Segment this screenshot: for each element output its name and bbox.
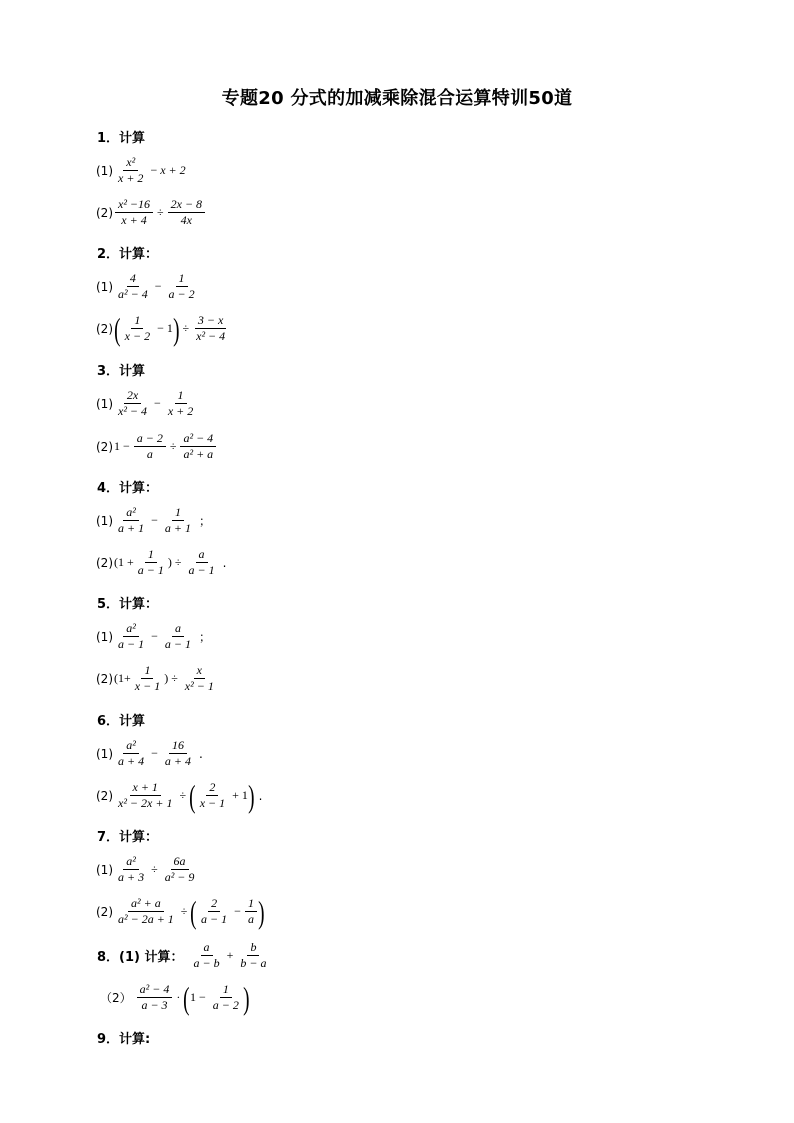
fraction — [168, 197, 205, 228]
numerator: 4 — [127, 271, 139, 287]
denominator: a − 1 — [201, 912, 228, 926]
expression-term: 1 — [166, 321, 173, 335]
expression-term: ) — [167, 555, 172, 569]
punctuation: . — [199, 746, 203, 761]
question-2-part-2 — [96, 310, 229, 347]
fraction — [115, 738, 147, 769]
fraction — [237, 940, 269, 971]
denominator: a − 3 — [141, 998, 168, 1012]
operator: − — [154, 279, 162, 293]
part-label: (2) — [96, 788, 113, 803]
fraction — [191, 940, 223, 971]
right-paren: ) — [258, 893, 265, 930]
numerator: a² — [123, 854, 139, 870]
question-8-heading: 8．(1) 计算： — [97, 950, 184, 965]
right-paren: ) — [248, 777, 255, 814]
operator: − — [123, 439, 130, 453]
numerator: 2 — [206, 780, 218, 796]
fraction — [132, 663, 163, 694]
operator: ÷ — [157, 205, 164, 219]
denominator: 4x — [180, 213, 192, 227]
fraction — [193, 313, 228, 344]
fraction — [115, 271, 151, 302]
numerator: a² — [123, 505, 139, 521]
part-label: (2) — [96, 555, 113, 570]
fraction — [180, 431, 216, 462]
numerator: 1 — [172, 505, 184, 521]
operator: ÷ — [151, 862, 158, 876]
denominator: x² − 2x + 1 — [118, 796, 173, 810]
left-paren: ( — [114, 310, 121, 347]
operator: + — [232, 788, 239, 802]
denominator: x − 1 — [199, 796, 226, 810]
question-4-part-2 — [96, 547, 226, 578]
denominator: x² − 4 — [196, 329, 226, 343]
left-paren: ( — [190, 893, 197, 930]
numerator: a² — [123, 621, 139, 637]
denominator: x + 4 — [121, 213, 147, 227]
part-label: （2） — [100, 991, 132, 1005]
punctuation: ； — [199, 514, 212, 528]
denominator: a − 1 — [118, 637, 145, 651]
expression-term: 1 — [190, 990, 196, 1004]
operator: − — [157, 321, 164, 335]
expression-term: x + 2 — [160, 163, 186, 177]
part-label: (2) — [96, 671, 113, 686]
operator: ÷ — [180, 904, 188, 918]
question-7-heading: 7．计算： — [97, 830, 159, 845]
operator: · — [176, 990, 181, 1004]
part-label: (1) — [96, 513, 113, 528]
page-title: 专题20 分式的加减乘除混合运算特训50道 — [221, 88, 573, 109]
left-paren: ( — [183, 979, 190, 1016]
operator: ÷ — [179, 788, 187, 802]
part-label: (1) — [96, 629, 113, 644]
denominator: a − 1 — [188, 563, 215, 577]
denominator: a + 4 — [118, 754, 145, 768]
operator: − — [154, 396, 161, 410]
fraction — [162, 738, 194, 769]
question-5-part-1 — [96, 621, 211, 652]
part-label: (1) — [96, 746, 113, 761]
part-label: (2) — [96, 205, 113, 220]
numerator: a² − 4 — [137, 982, 173, 998]
fraction — [122, 313, 153, 344]
operator: − — [151, 513, 158, 527]
question-2-heading: 2．计算： — [97, 247, 159, 262]
question-3-heading: 3．计算 — [97, 364, 146, 379]
expression-term: (1 + — [114, 555, 134, 569]
numerator: 2x − 8 — [168, 197, 205, 213]
numerator: 2x — [124, 388, 141, 404]
expression-term: 1 — [114, 439, 120, 453]
expression-term: 1 — [241, 788, 248, 802]
punctuation: . — [258, 788, 263, 803]
punctuation: ； — [199, 630, 212, 644]
denominator: x + 2 — [118, 171, 144, 185]
numerator: 1 — [176, 271, 188, 287]
denominator: a² − 4 — [118, 287, 148, 301]
fraction — [115, 505, 147, 536]
denominator: a + 1 — [118, 521, 145, 535]
question-3-part-2 — [96, 431, 217, 462]
fraction — [115, 197, 153, 228]
denominator: a − 1 — [137, 563, 164, 577]
operator: ÷ — [169, 439, 177, 453]
denominator: b − a — [240, 956, 267, 970]
numerator: a² — [123, 738, 139, 754]
punctuation: . — [222, 555, 227, 570]
fraction — [137, 982, 173, 1013]
fraction — [162, 505, 194, 536]
question-4-heading: 4．计算： — [97, 481, 159, 496]
left-paren: ( — [189, 777, 196, 814]
question-1-part-1 — [96, 155, 186, 186]
fraction — [115, 621, 147, 652]
numerator: a² + a — [128, 896, 164, 912]
numerator: 6a — [171, 854, 189, 870]
fraction — [245, 896, 257, 927]
part-label: (1) — [96, 862, 113, 877]
part-label: (2) — [96, 439, 113, 454]
operator: − — [234, 904, 241, 918]
fraction — [162, 621, 194, 652]
denominator: x + 2 — [167, 404, 194, 418]
numerator: 1 — [131, 313, 143, 329]
denominator: a − 1 — [164, 637, 191, 651]
fraction — [197, 780, 228, 811]
operator: − — [151, 629, 158, 643]
numerator: a − 2 — [134, 431, 166, 447]
denominator: a − 2 — [168, 287, 195, 301]
operator: − — [150, 163, 158, 177]
numerator: x + 1 — [130, 780, 161, 796]
operator: + — [226, 948, 234, 962]
question-5-part-2 — [96, 663, 218, 694]
denominator: a − b — [193, 956, 220, 970]
numerator: 2 — [208, 896, 220, 912]
fraction — [185, 547, 217, 578]
denominator: a − 2 — [212, 998, 239, 1012]
operator: − — [199, 990, 206, 1004]
fraction — [165, 388, 196, 419]
right-paren: ) — [173, 310, 180, 347]
part-label: (1) — [96, 279, 113, 294]
expression-term: ) — [164, 671, 169, 685]
numerator: a — [196, 547, 208, 563]
question-1-part-2 — [96, 197, 206, 228]
numerator: a — [201, 940, 213, 956]
question-8-part-2 — [100, 979, 250, 1016]
numerator: x — [194, 663, 205, 679]
right-paren: ) — [243, 979, 250, 1016]
question-8-part-1 — [97, 940, 271, 971]
denominator: a + 3 — [118, 870, 145, 884]
operator: ÷ — [182, 321, 190, 335]
question-7-part-2 — [96, 893, 265, 930]
fraction — [115, 780, 175, 811]
question-2-part-1 — [96, 271, 199, 302]
fraction — [182, 663, 217, 694]
denominator: x² − 4 — [118, 404, 148, 418]
numerator: 1 — [141, 663, 153, 679]
operator: ÷ — [171, 671, 178, 685]
part-label: (1) — [96, 396, 113, 411]
denominator: a² − 2a + 1 — [118, 912, 174, 926]
numerator: 16 — [169, 738, 187, 754]
numerator: 1 — [175, 388, 187, 404]
question-6-heading: 6．计算 — [97, 714, 146, 729]
question-1-heading: 1．计算 — [97, 131, 146, 146]
fraction — [135, 547, 167, 578]
part-label: (1) — [96, 163, 113, 178]
question-4-part-1 — [96, 505, 211, 536]
denominator: x − 1 — [134, 679, 161, 693]
numerator: b — [247, 940, 259, 956]
expression-term: (1+ — [114, 671, 131, 685]
denominator: x − 2 — [124, 329, 151, 343]
numerator: 3 − x — [195, 313, 226, 329]
question-6-part-1 — [96, 738, 203, 769]
question-7-part-1 — [96, 854, 198, 885]
numerator: x² — [123, 155, 138, 171]
fraction — [115, 896, 177, 927]
question-5-heading: 5．计算： — [97, 597, 159, 612]
denominator: x² − 1 — [184, 679, 214, 693]
numerator: x² −16 — [115, 197, 153, 213]
part-label: (2) — [96, 904, 113, 919]
fraction — [115, 155, 146, 186]
fraction — [165, 271, 197, 302]
denominator: a² − 9 — [164, 870, 195, 884]
denominator: a² + a — [183, 447, 214, 461]
question-6-part-2 — [96, 777, 263, 814]
numerator: 1 — [220, 982, 232, 998]
fraction — [115, 854, 147, 885]
numerator: a² − 4 — [180, 431, 216, 447]
fraction — [210, 982, 242, 1013]
fraction — [162, 854, 198, 885]
fraction — [115, 388, 150, 419]
operator: − — [151, 746, 158, 760]
denominator: a — [146, 447, 153, 461]
fraction — [198, 896, 230, 927]
denominator: a + 4 — [164, 754, 191, 768]
numerator: 1 — [245, 896, 257, 912]
question-9-heading: 9．计算: — [97, 1032, 151, 1047]
part-label: (2) — [96, 321, 113, 336]
numerator: 1 — [145, 547, 157, 563]
operator: ÷ — [174, 555, 182, 569]
fraction — [134, 431, 166, 462]
denominator: a + 1 — [164, 521, 191, 535]
question-3-part-1 — [96, 388, 197, 419]
denominator: a — [247, 912, 254, 926]
numerator: a — [172, 621, 184, 637]
